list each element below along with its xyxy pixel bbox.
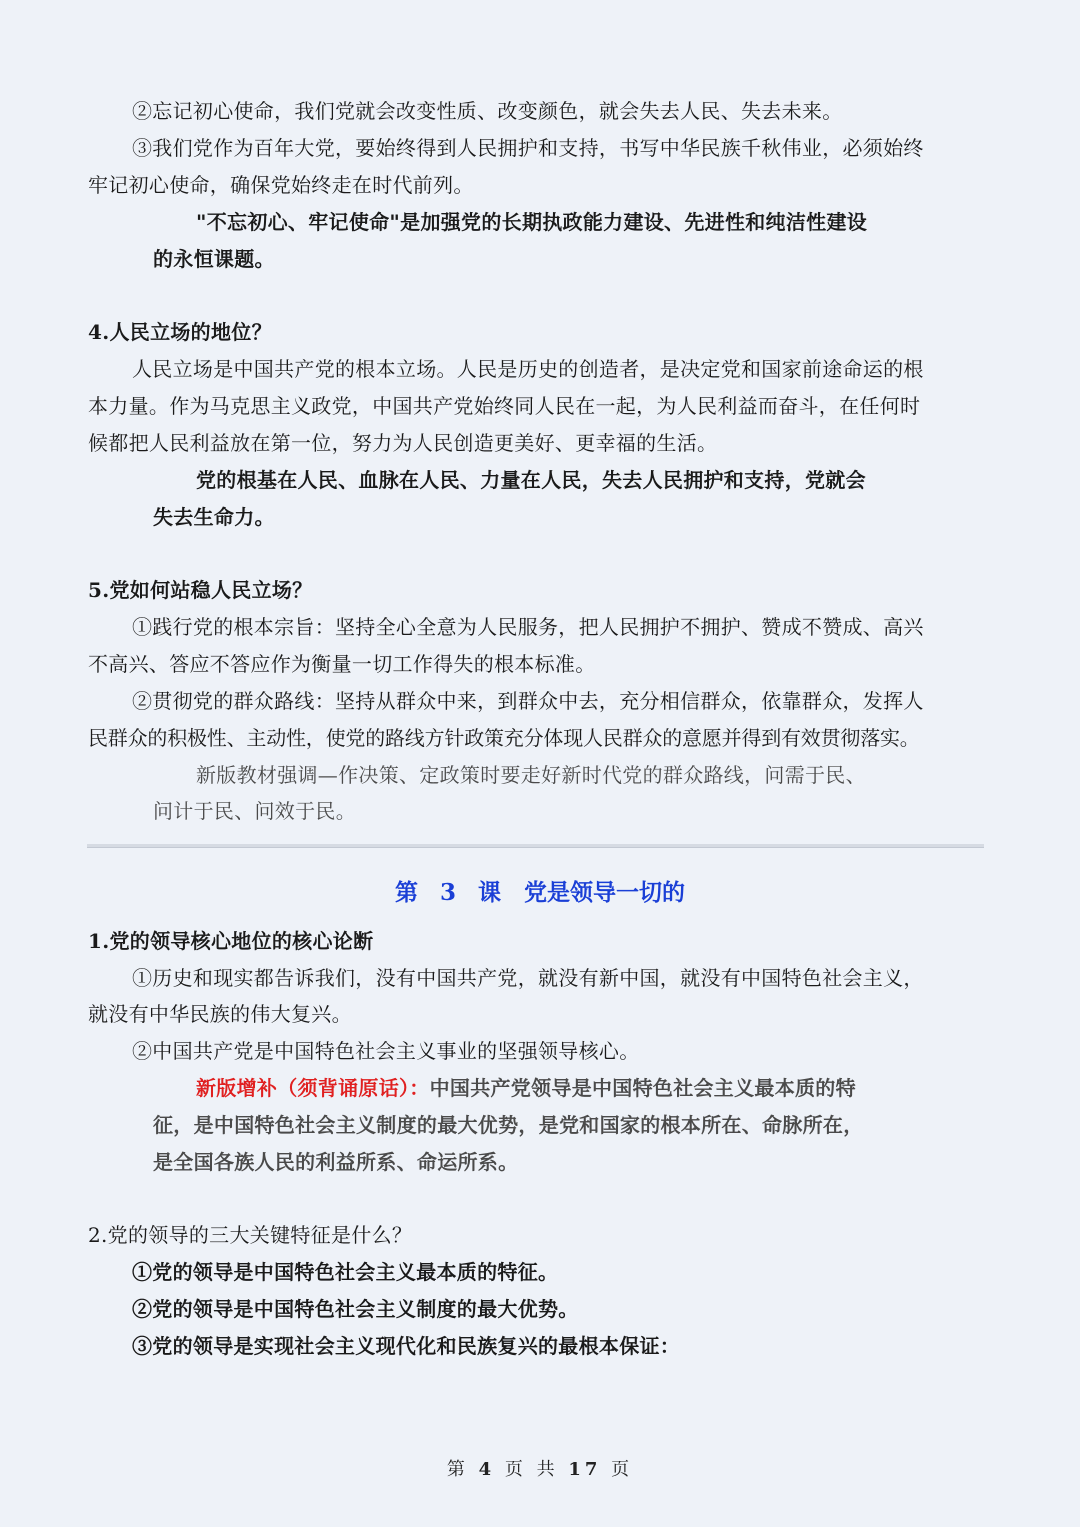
text-line: 人民立场是中国共产党的根本立场。人民是历史的创造者，是决定党和国家前途命运的根 (132, 357, 924, 381)
question-heading: 2.党的领导的三大关键特征是什么？ (88, 1223, 413, 1247)
new-edition-text: 征，是中国特色社会主义制度的最大优势，是党和国家的根本所在、命脉所在， (153, 1113, 864, 1137)
lesson-title: 第 3 课 党是领导一切的 (394, 879, 686, 906)
emphasis-note: 的永恒课题。 (153, 247, 275, 271)
feature-item: ①党的领导是中国特色社会主义最本质的特征。 (132, 1260, 559, 1284)
text-line: ③我们党作为百年大党，要始终得到人民拥护和支持，书写中华民族千秋伟业，必须始终 (132, 136, 924, 160)
text-line: 候都把人民利益放在第一位，努力为人民创造更美好、更幸福的生活。 (88, 431, 718, 455)
textbook-note: 新版教材强调—作决策、定政策时要走好新时代党的群众路线，问需于民、 (196, 763, 866, 787)
text-line: 民群众的积极性、主动性，使党的路线方针政策充分体现人民群众的意愿并得到有效贯彻落实。 (88, 726, 920, 750)
text-line: ②贯彻党的群众路线：坚持从群众中来，到群众中去，充分相信群众，依靠群众，发挥人 (132, 689, 924, 713)
question-heading: 4.人民立场的地位？ (88, 320, 272, 344)
current-page-number: 4 (478, 1459, 496, 1480)
new-edition-note (196, 1074, 856, 1102)
text-line: 本力量。作为马克思主义政党，中国共产党始终同人民在一起，为人民利益而奋斗，在任何时 (88, 394, 921, 418)
new-edition-text: 中国共产党领导是中国特色社会主义最本质的特 (429, 1076, 856, 1100)
text-line: ②中国共产党是中国特色社会主义事业的坚强领导核心。 (132, 1039, 640, 1063)
page-footer (0, 1458, 1080, 1482)
section-divider (87, 844, 984, 848)
text-line: ①践行党的根本宗旨：坚持全心全意为人民服务，把人民拥护不拥护、赞成不赞成、高兴 (132, 615, 924, 639)
question-heading: 1.党的领导核心地位的核心论断 (88, 929, 374, 953)
emphasis-note: "不忘初心、牢记使命"是加强党的长期执政能力建设、先进性和纯洁性建设 (196, 210, 868, 234)
emphasis-note: 失去生命力。 (153, 505, 275, 529)
text-line: ①历史和现实都告诉我们，没有中国共产党，就没有新中国，就没有中国特色社会主义， (132, 966, 924, 990)
text-line: ②忘记初心使命，我们党就会改变性质、改变颜色，就会失去人民、失去未来。 (132, 99, 843, 123)
text-line: 就没有中华民族的伟大复兴。 (88, 1002, 352, 1026)
feature-item: ③党的领导是实现社会主义现代化和民族复兴的最根本保证： (132, 1334, 681, 1358)
new-edition-label: 新版增补（须背诵原话）： (196, 1076, 430, 1100)
emphasis-note: 党的根基在人民、血脉在人民、力量在人民，失去人民拥护和支持，党就会 (196, 468, 866, 492)
footer-prefix: 第 (446, 1459, 469, 1480)
question-heading: 5.党如何站稳人民立场？ (88, 578, 313, 602)
text-line: 不高兴、答应不答应作为衡量一切工作得失的根本标准。 (88, 652, 596, 676)
footer-suffix: 页 (611, 1459, 634, 1480)
textbook-note: 问计于民、问效于民。 (153, 799, 356, 823)
footer-middle: 页 共 (504, 1459, 559, 1480)
new-edition-text: 是全国各族人民的利益所系、命运所系。 (153, 1150, 519, 1174)
text-line: 牢记初心使命，确保党始终走在时代前列。 (88, 173, 474, 197)
feature-item: ②党的领导是中国特色社会主义制度的最大优势。 (132, 1297, 579, 1321)
total-page-count: 17 (568, 1459, 602, 1480)
